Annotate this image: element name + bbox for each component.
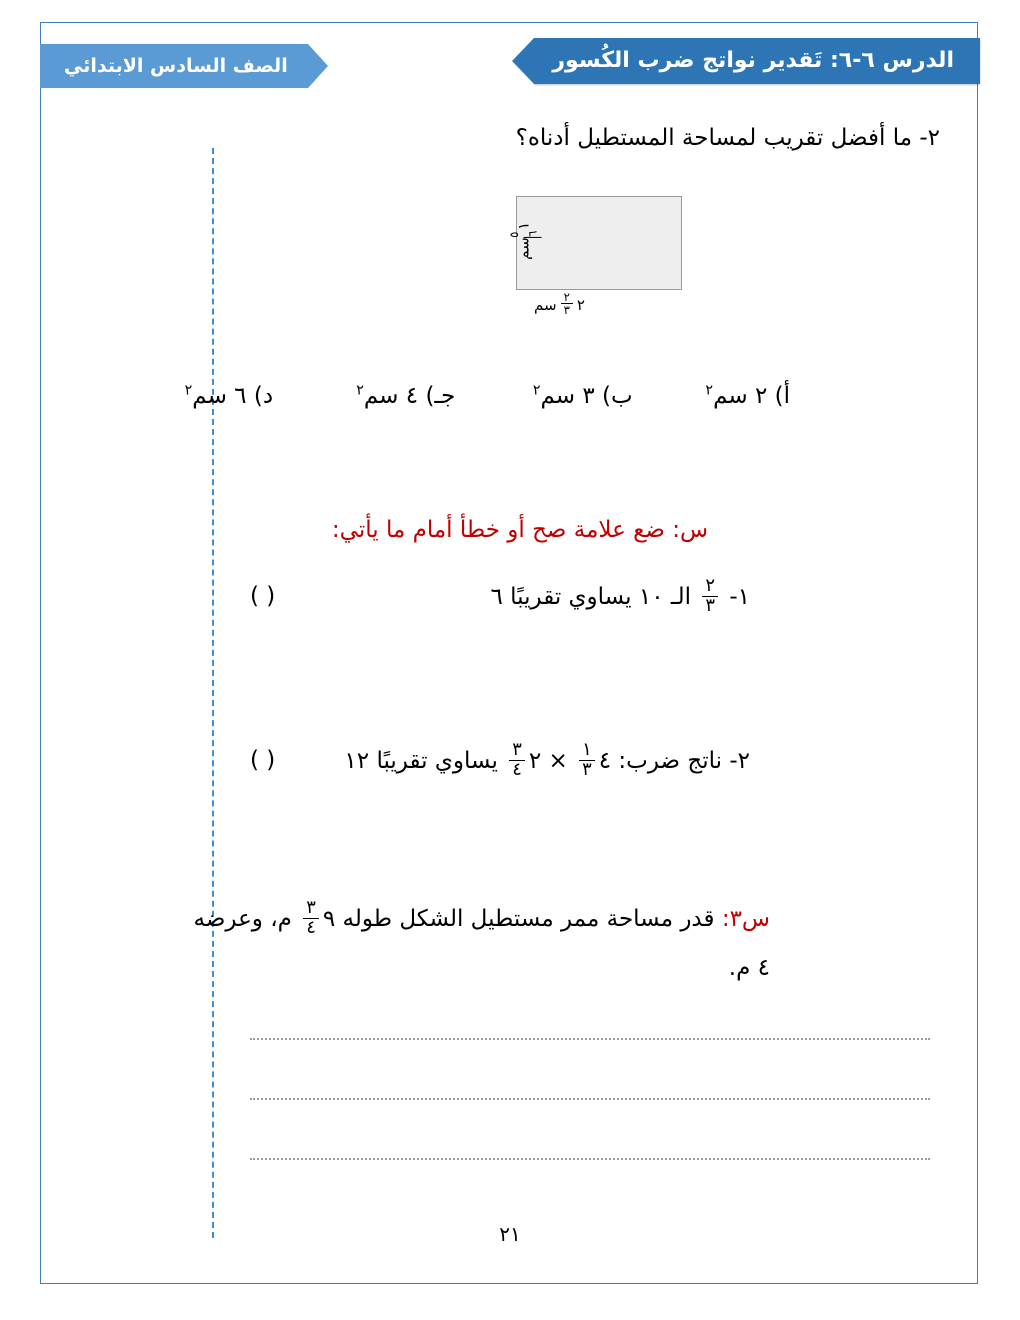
page-frame	[40, 22, 978, 1284]
choice-b[interactable]: ب) ٣ سم$^٢$	[532, 382, 633, 409]
rectangle-height-label	[501, 222, 546, 260]
tf-2-lead: ناتج ضرب:	[618, 747, 723, 774]
margin-rule	[212, 148, 214, 1238]
tf-1-fraction: $\frac{٢}{٣}$	[702, 577, 718, 616]
width-fraction: $\frac{٢}{٣}$	[561, 291, 573, 317]
tf-1-index: ١-	[729, 583, 750, 610]
true-false-item-2	[150, 739, 750, 781]
tf-2-operand-b: ٢ $\frac{٣}{٤}$	[505, 742, 541, 781]
choice-a[interactable]: أ) ٢ سم$^٢$	[705, 382, 790, 409]
lesson-title-text: الدرس ٦-٦: تَقدير نواتج ضرب الكُسور	[552, 48, 954, 73]
answer-line-2[interactable]	[250, 1098, 930, 1100]
true-false-prompt: س: ضع علامة صح أو خطأ أمام ما يأتي:	[331, 517, 709, 543]
rectangle-width-label	[534, 292, 585, 318]
question-3-text-line2: ٤ م.	[728, 955, 770, 981]
question-2-choices	[90, 378, 790, 415]
tf-2-operator: ×	[548, 747, 568, 774]
grade-label-text: الصف السادس الابتدائي	[64, 55, 288, 77]
tf-2-operand-a: ٤ $\frac{١}{٣}$	[575, 742, 611, 781]
width-whole: ٢	[576, 295, 585, 314]
rectangle-figure	[507, 196, 716, 326]
tf-2-answer-box[interactable]: ( )	[250, 747, 276, 773]
question-3-label: س٣:	[721, 905, 770, 932]
lesson-title-ribbon	[534, 38, 980, 84]
question-2-text: ٢- ما أفضل تقريب لمساحة المستطيل أدناه؟	[515, 125, 940, 151]
choice-d[interactable]: د) ٦ سم$^٢$	[184, 382, 274, 409]
height-fraction: ٥ ٦	[505, 231, 542, 238]
tf-2-text: يساوي تقريبًا ١٢	[344, 747, 498, 774]
tf-2-index: ٢-	[729, 747, 750, 774]
question-3-length: ٩ $\frac{٣}{٤}$	[299, 900, 335, 939]
width-unit: سم	[534, 295, 557, 314]
choice-c[interactable]: جـ) ٤ سم$^٢$	[356, 382, 456, 409]
tf-1-text: الـ ١٠ يساوي تقريبًا ٦	[490, 583, 692, 610]
tf-1-answer-box[interactable]: ( )	[250, 583, 276, 609]
grade-ribbon	[40, 44, 308, 88]
question-3-text: س٣: قدر مساحة ممر مستطيل الشكل طوله ٩ $\frac{٣}{٤}$ م، وعرضه	[193, 897, 770, 938]
answer-line-1[interactable]	[250, 1038, 930, 1040]
page-number: ٢١	[499, 1222, 521, 1246]
height-whole: ١	[514, 222, 533, 231]
answer-line-3[interactable]	[250, 1158, 930, 1160]
height-unit: سم	[514, 237, 533, 260]
